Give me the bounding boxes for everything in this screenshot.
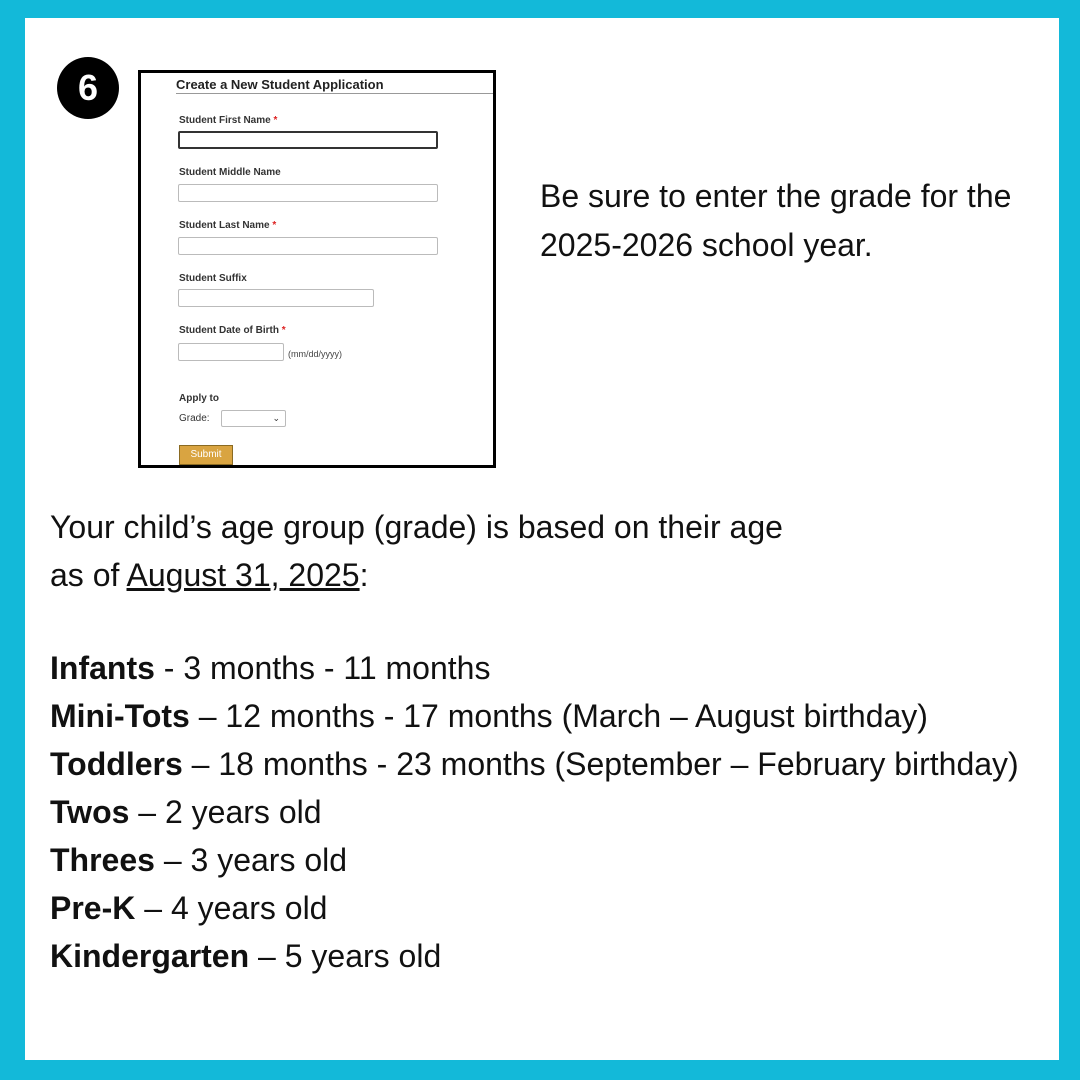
age-group-name: Kindergarten [50,938,250,974]
middle-name-input[interactable] [178,184,438,202]
suffix-label: Student Suffix [179,273,247,284]
age-group-infants [50,644,1030,692]
age-group-kindergarten [50,932,1030,980]
age-group-threes [50,836,1030,884]
age-group-name: Infants [50,650,155,686]
age-group-description: – 5 years old [249,938,442,974]
required-marker: * [273,115,278,126]
required-marker: * [272,220,277,231]
chevron-down-icon: ⌄ [272,413,280,423]
apply-to-label: Apply to [179,393,219,404]
age-basis-intro [50,503,1010,599]
first-name-label: Student First Name * [179,115,278,126]
grade-year-note: Be sure to enter the grade for the 2025-2026 school year. [540,178,1012,263]
grade-select[interactable] [221,410,286,427]
required-marker: * [281,325,286,336]
middle-name-label: Student Middle Name [179,167,281,178]
dob-label: Student Date of Birth * [179,325,286,336]
age-group-description: – 18 months - 23 months (September – February birthday) [182,746,1019,782]
age-group-name: Toddlers [50,746,183,782]
age-group-name: Threes [50,842,155,878]
first-name-input[interactable] [178,131,438,149]
age-group-description: - 3 months - 11 months [154,650,491,686]
form-title: Create a New Student Application [176,77,496,94]
age-group-name: Pre-K [50,890,136,926]
dob-format-hint: (mm/dd/yyyy) [288,349,342,359]
suffix-input[interactable] [178,289,374,307]
grade-label: Grade: [179,413,210,424]
age-group-description: – 12 months - 17 months (March – August birthday) [189,698,928,734]
step-number-badge: 6 [57,57,119,119]
age-group-twos [50,788,1030,836]
dob-input[interactable] [178,343,284,361]
last-name-label: Student Last Name * [179,220,277,231]
age-group-description: – 3 years old [154,842,348,878]
cutoff-date: August 31, 2025 [126,557,360,593]
age-group-list [50,644,1030,980]
intro-line-2: as of August 31, 2025: [50,557,369,593]
age-group-name: Mini-Tots [50,698,190,734]
age-group-name: Twos [50,794,130,830]
age-group-mini-tots [50,692,1030,740]
application-form-screenshot [138,70,496,468]
last-name-input[interactable] [178,237,438,255]
age-group-toddlers [50,740,1030,788]
age-group-pre-k [50,884,1030,932]
age-group-description: – 2 years old [129,794,322,830]
intro-line-1: Your child’s age group (grade) is based on their age [50,509,783,545]
age-group-description: – 4 years old [135,890,328,926]
submit-button[interactable]: Submit [179,445,233,465]
